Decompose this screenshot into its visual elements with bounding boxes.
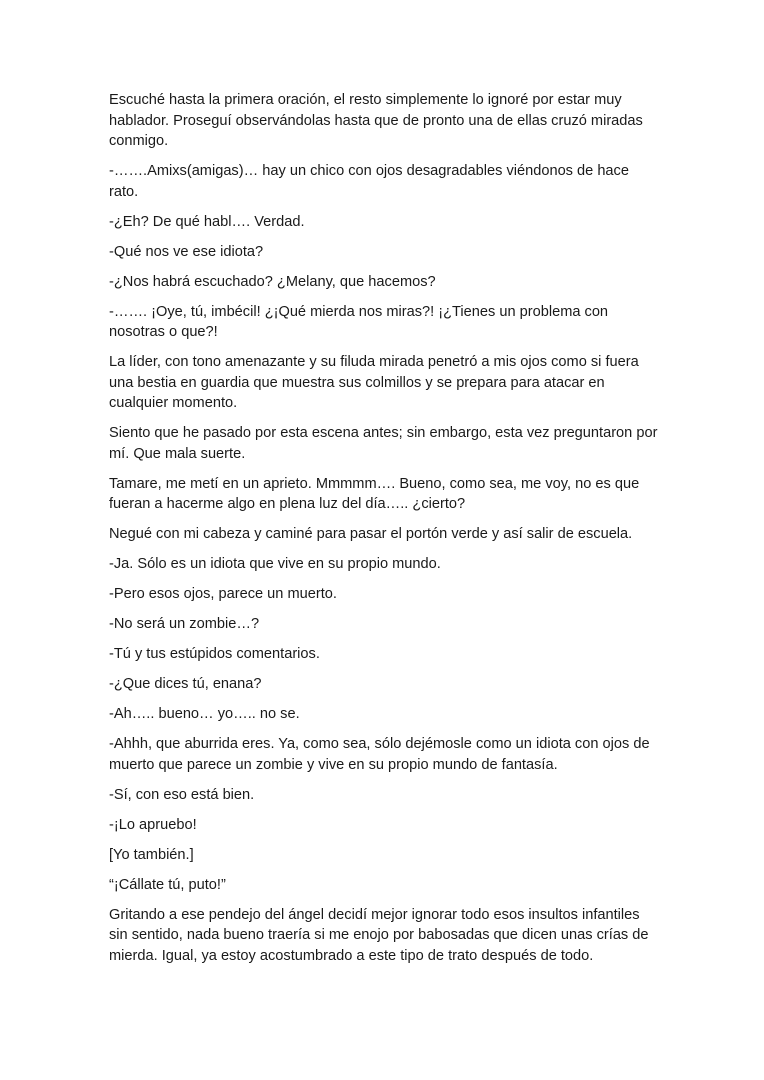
document-body [109,90,661,976]
paragraph: -¿Nos habrá escuchado? ¿Melany, que hacemos? [109,273,436,290]
paragraph: -¿Que dices tú, enana? [109,676,262,692]
paragraph: Siento que he pasado por esta escena antes; sin embargo, esta vez preguntaron por mí. Que mala suerte. [109,425,658,462]
paragraph: -¡Lo apruebo! [109,816,197,833]
paragraph: Escuché hasta la primera oración, el resto simplemente lo ignoré por estar muy hablador. Proseguí observándolas hasta que de pronto una de ellas cruzó miradas conmigo. [109,92,643,149]
paragraph: -Qué nos ve ese idiota? [109,243,264,260]
paragraph: -Tú y tus estúpidos comentarios. [109,646,320,662]
paragraph: Negué con mi cabeza y caminé para pasar el portón verde y así salir de escuela. [109,526,633,542]
paragraph: -…….Amixs(amigas)… hay un chico con ojos desagradables viéndonos de hace rato. [109,163,629,200]
paragraph: La líder, con tono amenazante y su filuda mirada penetró a mis ojos como si fuera una bestia en guardia que muestra sus colmillos y se prepara para atacar en cualquier momento. [109,354,639,411]
paragraph: -Pero esos ojos, parece un muerto. [109,586,337,602]
paragraph: -Ja. Sólo es un idiota que vive en su propio mundo. [109,556,441,572]
paragraph: -Sí, con eso está bien. [109,786,255,803]
paragraph: Gritando a ese pendejo del ángel decidí mejor ignorar todo esos insultos infantiles sin sentido, nada bueno traería si me enojo por babosadas que dicen unas crías de mierda. Igual, ya estoy acostumbrado a este tipo de trato después de todo. [109,906,649,964]
paragraph: -Ah….. bueno… yo….. no se. [109,706,300,722]
paragraph: -……. ¡Oye, tú, imbécil! ¿¡Qué mierda nos miras?! ¡¿Tienes un problema con nosotras o que?! [109,303,609,340]
paragraph: Tamare, me metí en un aprieto. Mmmmm…. Bueno, como sea, me voy, no es que fueran a hacerme algo en plena luz del día….. ¿cierto? [109,475,640,512]
paragraph: -No será un zombie…? [109,616,260,632]
paragraph: [Yo también.] [109,846,194,863]
paragraph: -Ahhh, que aburrida eres. Ya, como sea, sólo dejémosle como un idiota con ojos de muerto que parece un zombie y vive en su propio mundo de fantasía. [109,736,650,773]
paragraph: -¿Eh? De qué habl…. Verdad. [109,213,305,230]
paragraph: “¡Cállate tú, puto!” [109,876,226,893]
